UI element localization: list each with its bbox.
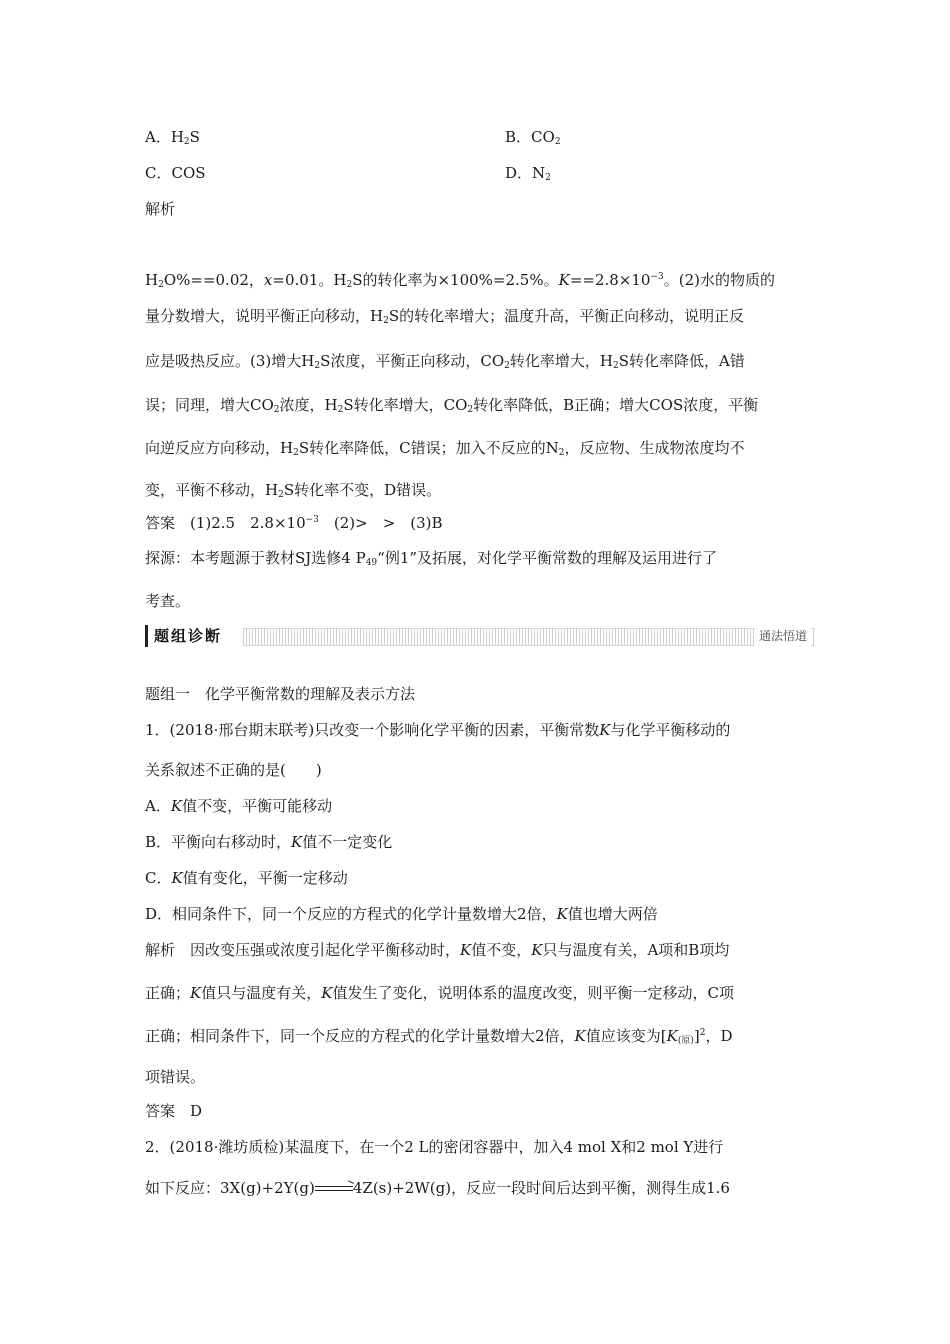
- section-tag: 题组诊断: [145, 625, 237, 647]
- q1-stem-line-2: 关系叙述不正确的是( ): [145, 761, 322, 779]
- q1-analysis-line-2: 正确；K值只与温度有关，K值发生了变化，说明体系的温度改变，则平衡一定移动，C项: [145, 984, 734, 1002]
- q2-stem-line-2: 如下反应：3X(g)+2Y(g) 4Z(s)+2W(g)，反应一段时间后达到平衡，测得生成1.6: [145, 1179, 730, 1197]
- q1-stem-line-1: 1．(2018·邢台期末联考)只改变一个影响化学平衡的因素，平衡常数K与化学平衡移动的: [145, 721, 731, 739]
- section-right-label: 通法悟道: [755, 625, 811, 647]
- analysis-label: 解析: [145, 200, 176, 218]
- source-line-2: 考查。: [145, 592, 191, 610]
- section-header: [145, 625, 815, 647]
- q2-stem-line-1: 2．(2018·潍坊质检)某温度下，在一个2 L的密闭容器中，加入4 mol X和2 mol Y进行: [145, 1138, 724, 1156]
- analysis-line-4: 误；同理，增大$CO_2$浓度，$H_2S$转化率增大，$CO_2$转化率降低，B正确；增大COS浓度，平衡: [145, 396, 759, 415]
- analysis-line-6: 变，平衡不移动，$H_2S$转化率不变，D错误。: [145, 481, 442, 500]
- equilibrium-arrow-icon: [315, 1184, 353, 1194]
- q1-option-c: C．K值有变化，平衡一定移动: [145, 869, 348, 887]
- section-rule: [243, 628, 815, 646]
- q1-analysis-line-1: 解析 因改变压强或浓度引起化学平衡移动时，K值不变，K只与温度有关，A项和B项均: [145, 941, 730, 959]
- q1-answer: 答案 D: [145, 1102, 203, 1120]
- analysis-line-2: 量分数增大，说明平衡正向移动，$H_2S$的转化率增大；温度升高，平衡正向移动，说明正反: [145, 307, 745, 326]
- option-b: B．$CO_2$: [505, 128, 561, 147]
- option-d: D．$N_2$: [505, 164, 551, 183]
- option-a: A．$H_2S$: [145, 128, 200, 147]
- analysis-line-5: 向逆反应方向移动，$H_2S$转化率降低，C错误；加入不反应的$N_2$，反应物、生成物浓度均不: [145, 439, 745, 458]
- group1-title: 题组一 化学平衡常数的理解及表示方法: [145, 685, 416, 703]
- q1-option-d: D．相同条件下，同一个反应的方程式的化学计量数增大2倍，K值也增大两倍: [145, 905, 658, 923]
- q1-option-a: A．K值不变，平衡可能移动: [145, 797, 333, 815]
- source-line-1: 探源：本考题源于教材SJ选修4 $P_{49}“$例1”及拓展，对化学平衡常数的理解及运用进行了: [145, 549, 718, 568]
- q1-analysis-line-3: 正确；相同条件下，同一个反应的方程式的化学计量数增大2倍，K值应该变为$[K_{(原)}]^2$，D: [145, 1027, 733, 1046]
- answer-1: 答案 (1)2.5 $2.8\times 10^{-3}$ (2)> > (3)B: [145, 514, 443, 532]
- analysis-line-1: $H_2O\%==0.02$，x=0.01。$H_2S$的转化率为×100%=2.5%。$K==2.8\times 10^{-3}$。(2)水的物质的: [145, 271, 775, 290]
- q1-option-b: B．平衡向右移动时，K值不一定变化: [145, 833, 393, 851]
- q1-analysis-line-4: 项错误。: [145, 1068, 206, 1086]
- analysis-line-3: 应是吸热反应。(3)增大$H_2S$浓度，平衡正向移动，$CO_2$转化率增大，$H_2S$转化率降低，A错: [145, 352, 745, 371]
- option-c: C．COS: [145, 164, 206, 182]
